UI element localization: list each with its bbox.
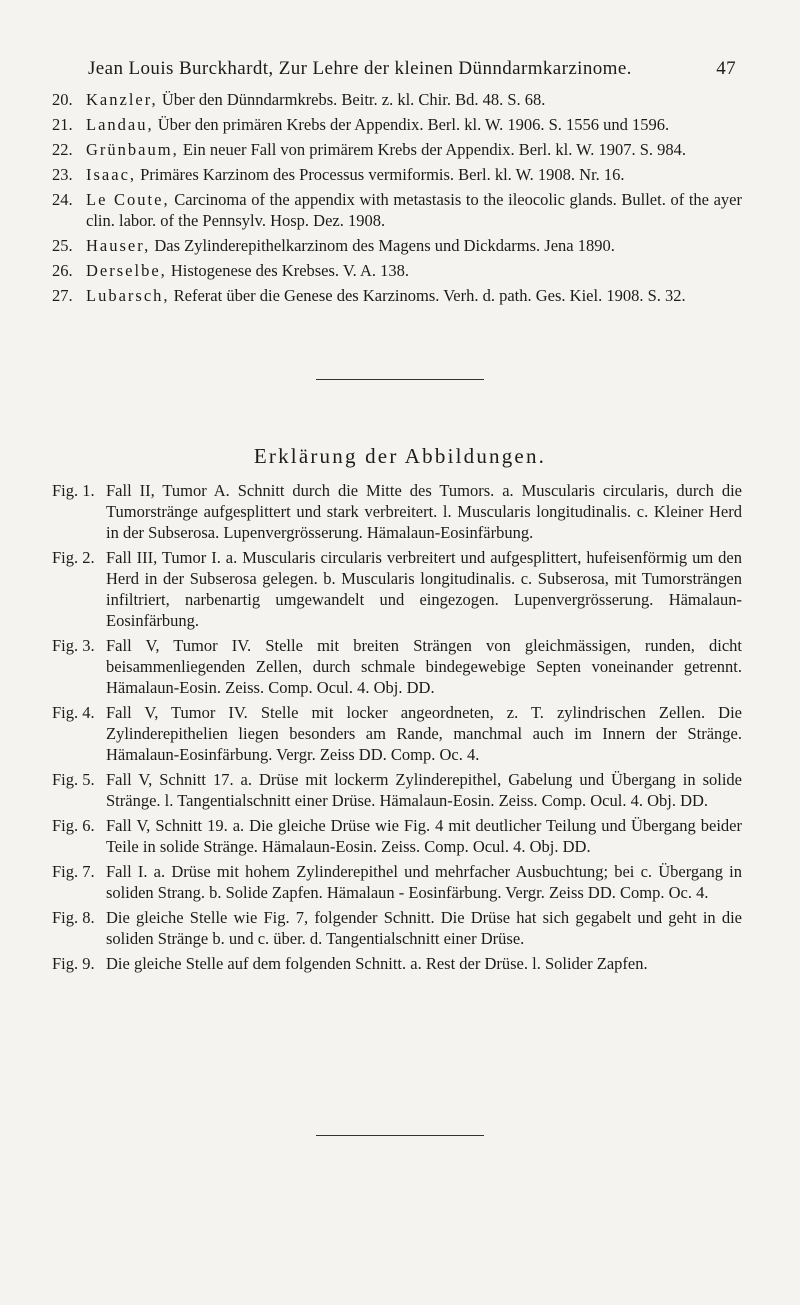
figure-legend [52,635,742,698]
running-title: Jean Louis Burckhardt, Zur Lehre der kleinen Dünndarmkarzinome. [88,58,632,79]
figure-legend [52,953,742,974]
figure-legend-list [52,480,742,978]
reference-author: Grünbaum, [86,140,179,159]
page-number: 47 [716,58,736,79]
figure-legend [52,547,742,631]
divider-rule [316,379,484,380]
reference-text: Referat über die Genese des Karzinoms. Verh. d. path. Ges. Kiel. 1908. S. 32. [169,286,686,305]
reference-text: Ein neuer Fall von primärem Krebs der Appendix. Berl. kl. W. 1907. S. 984. [178,140,687,159]
reference-number: 27. [52,286,73,305]
divider-rule [316,1135,484,1136]
figure-label: Fig. 2. [52,548,95,567]
figure-text: Fall V, Tumor IV. Stelle mit breiten Strängen von gleichmässigen, runden, dicht beisammenliegenden Zellen, durch schmale bindegewebige Septen voneinander getrennt. Hämalaun-Eosin. Zeiss. Comp. Ocul. 4. Obj. DD. [106,636,742,697]
figure-text: Fall V, Schnitt 17. a. Drüse mit lockerm Zylinderepithel, Gabelung und Übergang in solide Stränge. l. Tangentialschnitt einer Drüse. Hämalaun-Eosin. Zeiss. Comp. Ocul. 4. Obj. DD. [106,770,742,810]
figure-legend [52,769,742,811]
figure-text: Die gleiche Stelle wie Fig. 7, folgender Schnitt. Die Drüse hat sich gegabelt und geht in die soliden Stränge b. und c. über. d. Tangentialschnitt einer Drüse. [106,908,742,948]
reference-text: Primäres Karzinom des Processus vermiformis. Berl. kl. W. 1908. Nr. 16. [136,165,625,184]
figure-legend [52,815,742,857]
figure-label: Fig. 3. [52,636,95,655]
reference-number: 23. [52,165,73,184]
figure-label: Fig. 4. [52,703,95,722]
reference-number: 22. [52,140,73,159]
section-title: Erklärung der Abbildungen. [253,444,547,468]
reference-item [52,189,742,231]
reference-number: 24. [52,190,73,209]
figure-legend [52,480,742,543]
figure-legend [52,907,742,949]
reference-author: Hauser, [86,236,151,255]
reference-item [52,139,742,160]
reference-item [52,285,742,306]
reference-author: Isaac, [86,165,137,184]
reference-author: Derselbe, [86,261,167,280]
reference-text: Carcinoma of the appendix with metastasis to the ileocolic glands. Bullet. of the ayer clin. labor. of the Pennsylv. Hosp. Dez. 1908. [86,190,742,230]
reference-number: 20. [52,90,73,109]
reference-text: Das Zylinderepithelkarzinom des Magens und Dickdarms. Jena 1890. [150,236,615,255]
figure-label: Fig. 1. [52,481,95,500]
reference-author: Landau, [86,115,154,134]
reference-text: Histogenese des Krebses. V. A. 138. [166,261,410,280]
figure-label: Fig. 5. [52,770,95,789]
figure-label: Fig. 8. [52,908,95,927]
reference-list [52,89,742,310]
figure-label: Fig. 9. [52,954,95,973]
reference-item [52,164,742,185]
reference-number: 21. [52,115,73,134]
figure-text: Fall I. a. Drüse mit hohem Zylinderepithel und mehrfacher Ausbuchtung; bei c. Übergang in soliden Strang. b. Solide Zapfen. Hämalaun - Eosinfärbung. Vergr. Zeiss DD. Comp. Oc. 4. [106,862,742,902]
reference-item [52,260,742,281]
reference-item [52,235,742,256]
figure-label: Fig. 7. [52,862,95,881]
reference-item [52,114,742,135]
reference-item [52,89,742,110]
running-header [88,58,736,80]
reference-author: Lubarsch, [86,286,170,305]
figure-text: Fall V, Tumor IV. Stelle mit locker angeordneten, z. T. zylindrischen Zellen. Die Zylinderepithelien liegen besonders am Rande, manchmal auch im Innern der Stränge. Hämalaun-Eosinfärbung. Vergr. Zeiss DD. Comp. Oc. 4. [106,703,742,764]
reference-text: Über den Dünndarmkrebs. Beitr. z. kl. Chir. Bd. 48. S. 68. [157,90,546,109]
figure-text: Die gleiche Stelle auf dem folgenden Schnitt. a. Rest der Drüse. l. Solider Zapfen. [106,954,648,973]
figure-text: Fall V, Schnitt 19. a. Die gleiche Drüse wie Fig. 4 mit deutlicher Teilung und Übergang beider Teile in solide Stränge. Hämalaun-Eosin. Zeiss. Comp. Ocul. 4. Obj. DD. [106,816,742,856]
figure-label: Fig. 6. [52,816,95,835]
reference-text: Über den primären Krebs der Appendix. Berl. kl. W. 1906. S. 1556 und 1596. [153,115,670,134]
reference-author: Le Coute, [86,190,170,209]
figure-text: Fall III, Tumor I. a. Muscularis circularis verbreitert und aufgesplittert, hufeisenförmig um den Herd in der Subserosa gelegen. b. Muscularis longitudinalis. c. Subserosa, mit Tumorsträngen infiltriert, narbenartig umgewandelt und eingezogen. Lupenvergrösserung. Hämalaun-Eosinfärbung. [106,548,742,630]
figure-legend [52,702,742,765]
reference-number: 26. [52,261,73,280]
figure-text: Fall II, Tumor A. Schnitt durch die Mitte des Tumors. a. Muscularis circularis, durch die Tumorstränge aufgesplittert und stark verbreitert. l. Muscularis longitudinalis. c. Kleiner Herd in der Subserosa. Lupenvergrösserung. Hämalaun-Eosinfärbung. [106,481,742,542]
reference-author: Kanzler, [86,90,158,109]
figure-legend [52,861,742,903]
reference-number: 25. [52,236,73,255]
